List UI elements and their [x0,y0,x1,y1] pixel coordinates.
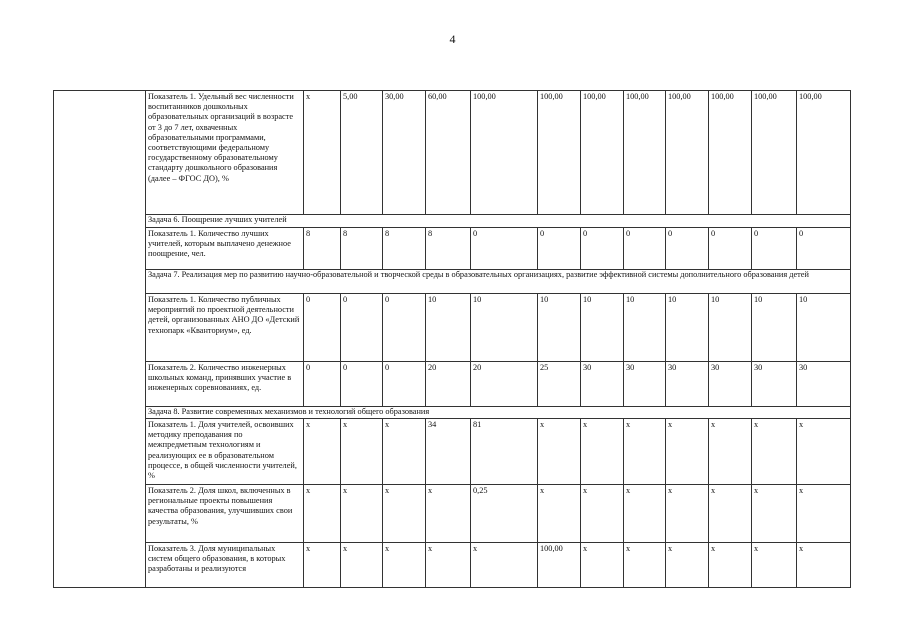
value-cell: 10 [709,294,752,362]
value-cell: x [624,543,666,588]
value-cell: 0 [538,228,581,270]
value-cell: x [624,419,666,485]
value-cell: 0 [581,228,624,270]
value-cell: 100,00 [709,91,752,215]
value-cell: x [471,543,538,588]
value-cell: 100,00 [538,543,581,588]
value-cell: 30 [709,362,752,407]
table-row [54,294,851,362]
value-cell: 10 [426,294,471,362]
value-cell: 100,00 [752,91,797,215]
value-cell: x [709,543,752,588]
value-cell: x [341,485,383,543]
value-cell: x [383,419,426,485]
value-cell: x [538,419,581,485]
indicator-name: Показатель 1. Удельный вес численности воспитанников дошкольных образовательных организаций в возрасте от 3 до 7 лет, охваченных образовательными программами, соответствующими федеральному государственному образовательному стандарту дошкольного образования (далее – ФГОС ДО), % [146,91,304,215]
value-cell: x [666,485,709,543]
value-cell: x [383,543,426,588]
indicator-name: Показатель 3. Доля муниципальных систем общего образования, в которых разработаны и реализуются [146,543,304,588]
value-cell: x [341,419,383,485]
value-cell: 100,00 [797,91,851,215]
value-cell: 81 [471,419,538,485]
value-cell: 10 [666,294,709,362]
table-body [54,91,851,588]
value-cell: 0 [383,362,426,407]
value-cell: 8 [341,228,383,270]
value-cell: 8 [304,228,341,270]
value-cell: x [383,485,426,543]
value-cell: 0 [471,228,538,270]
value-cell: 34 [426,419,471,485]
indicator-name: Показатель 2. Доля школ, включенных в региональные проекты повышения качества образования, улучшивших свои результаты, % [146,485,304,543]
value-cell: x [752,543,797,588]
table-row [54,485,851,543]
value-cell: x [709,485,752,543]
indicator-name: Показатель 1. Количество публичных мероприятий по проектной деятельности детей, организованных АНО ДО «Детский технопарк «Кванториум», ед. [146,294,304,362]
value-cell: 30 [797,362,851,407]
value-cell: x [426,485,471,543]
value-cell: x [304,419,341,485]
value-cell: x [581,419,624,485]
indicator-name: Показатель 1. Доля учителей, освоивших методику преподавания по межпредметным технологиям и реализующих ее в образовательном процессе, в общей численности учителей, % [146,419,304,485]
table-row [54,91,851,215]
value-cell: x [709,419,752,485]
value-cell: x [752,419,797,485]
value-cell: x [797,419,851,485]
value-cell: 0 [304,294,341,362]
value-cell: 10 [752,294,797,362]
table-row [54,228,851,270]
value-cell: 25 [538,362,581,407]
value-cell: 100,00 [624,91,666,215]
value-cell: 30 [666,362,709,407]
value-cell: 30 [581,362,624,407]
value-cell: 0,25 [471,485,538,543]
table-row [54,362,851,407]
task-row [54,270,851,294]
task-title: Задача 8. Развитие современных механизмов и технологий общего образования [146,407,851,419]
value-cell: x [304,485,341,543]
value-cell: 20 [426,362,471,407]
task-title: Задача 6. Поощрение лучших учителей [146,215,851,228]
value-cell: 8 [383,228,426,270]
value-cell: x [797,485,851,543]
value-cell: 0 [383,294,426,362]
value-cell: 5,00 [341,91,383,215]
value-cell: 0 [797,228,851,270]
value-cell: 0 [624,228,666,270]
value-cell: x [624,485,666,543]
value-cell: 10 [471,294,538,362]
value-cell: x [426,543,471,588]
page-number: 4 [449,32,456,46]
value-cell: 100,00 [471,91,538,215]
value-cell: x [666,543,709,588]
value-cell: 0 [341,362,383,407]
value-cell: 30,00 [383,91,426,215]
value-cell: 60,00 [426,91,471,215]
value-cell: x [752,485,797,543]
table-row [54,543,851,588]
value-cell: x [581,543,624,588]
value-cell: x [538,485,581,543]
value-cell: 0 [304,362,341,407]
task-row [54,215,851,228]
value-cell: x [581,485,624,543]
value-cell: 0 [666,228,709,270]
empty-lead-cell [54,91,146,588]
indicator-name: Показатель 2. Количество инженерных школьных команд, принявших участие в инженерных соревнованиях, ед. [146,362,304,407]
value-cell: 10 [538,294,581,362]
indicator-name: Показатель 1. Количество лучших учителей, которым выплачено денежное поощрение, чел. [146,228,304,270]
value-cell: 0 [709,228,752,270]
value-cell: 100,00 [581,91,624,215]
value-cell: x [304,543,341,588]
value-cell: x [304,91,341,215]
value-cell: 10 [797,294,851,362]
value-cell: x [666,419,709,485]
value-cell: x [341,543,383,588]
value-cell: 20 [471,362,538,407]
value-cell: 30 [752,362,797,407]
task-title: Задача 7. Реализация мер по развитию научно-образовательной и творческой среды в образовательных организациях, развитие эффективной системы дополнительного образования детей [146,270,851,294]
value-cell: 0 [341,294,383,362]
indicators-table [53,90,851,588]
value-cell: x [797,543,851,588]
value-cell: 10 [624,294,666,362]
value-cell: 8 [426,228,471,270]
value-cell: 100,00 [666,91,709,215]
value-cell: 10 [581,294,624,362]
value-cell: 30 [624,362,666,407]
value-cell: 0 [752,228,797,270]
task-row [54,407,851,419]
value-cell: 100,00 [538,91,581,215]
table-row [54,419,851,485]
